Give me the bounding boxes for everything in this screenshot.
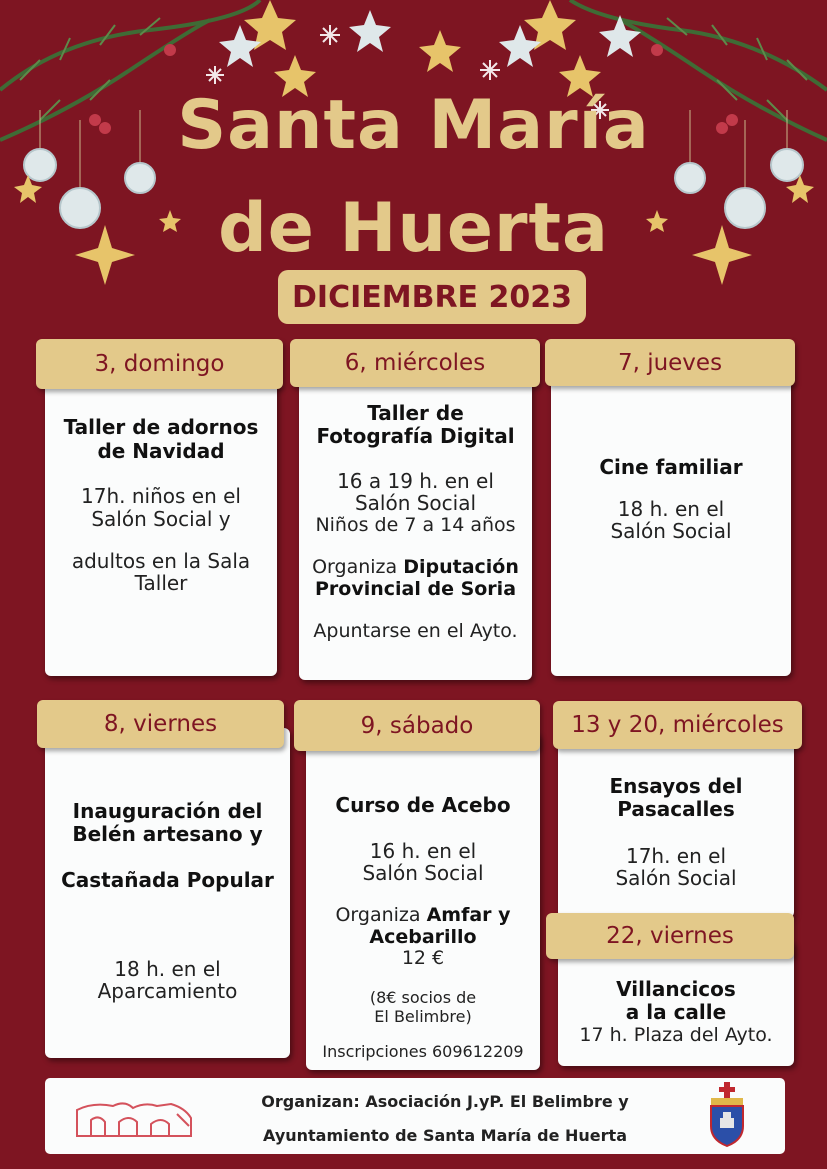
event-detail: 16 h. en el [369,839,477,863]
event-card-8-viernes [45,728,290,1058]
price: 12 € [401,947,445,969]
title-line-2: de Huerta [218,189,609,268]
event-detail: 18 h. en el [617,497,725,521]
month-banner: DICIEMBRE 2023 [278,270,586,324]
event-detail: Salón Social [362,861,484,885]
event-title: Castañada Popular [61,868,274,892]
event-note: Apuntarse en el Ayto. [313,620,518,642]
inscripciones-phone: Inscripciones 609612209 [322,1042,524,1061]
event-title: a la calle [625,1000,727,1024]
event-title: Cine familiar [599,455,743,479]
day-header-22-viernes: 22, viernes [546,913,794,959]
event-detail: Salón Social [615,866,737,890]
organiza-prefix: Organiza [312,556,398,578]
event-title: Taller de [367,401,464,425]
footer-organizers [45,1078,785,1154]
title-line-1: Santa María [177,86,650,165]
event-title: de Navidad [97,439,225,463]
event-detail: Salón Social y [91,507,231,531]
event-title: Pasacalles [617,797,735,821]
event-detail: Niños de 7 a 14 años [315,514,516,536]
event-detail: 17h. en el [625,844,727,868]
coat-of-arms-icon [707,1082,747,1148]
event-detail: Taller [134,571,188,595]
event-card-7-jueves [551,368,791,676]
event-detail: Aparcamiento [97,979,238,1003]
footer-line-1: Organizan: Asociación J.yP. El Belimbre y [261,1092,629,1111]
day-header-7-jueves: 7, jueves [545,339,795,386]
event-title: Inauguración del [72,799,263,823]
price-note: El Belimbre) [374,1007,472,1026]
event-card-6-miercoles [299,368,532,680]
event-detail: Salón Social [610,519,732,543]
day-header-6-miercoles: 6, miércoles [290,339,540,387]
day-header-8-viernes: 8, viernes [37,700,284,748]
organiza-line [299,556,532,579]
event-detail: Salón Social [354,491,477,515]
event-detail: 17h. niños en el [81,484,241,508]
price-note: (8€ socios de [369,988,477,1007]
day-header-13-20-miercoles: 13 y 20, miércoles [553,701,802,749]
event-detail: 16 a 19 h. en el [337,469,494,493]
event-title: Belén artesano y [72,822,263,846]
event-detail: 18 h. en el [114,957,221,981]
event-title: Villancicos [616,977,736,1001]
belimbre-logo-icon [73,1096,213,1140]
event-card-9-sabado [306,732,540,1070]
day-header-3-domingo: 3, domingo [36,339,283,389]
organiza-line [306,904,540,927]
organiza-name: Diputación [403,556,519,578]
organiza-prefix: Organiza [335,904,421,926]
event-title: Taller de adornos [63,415,259,439]
day-header-9-sabado: 9, sábado [294,700,540,751]
event-title: Ensayos del [609,774,743,798]
organiza-name: Acebarillo [369,926,477,948]
event-detail: 17 h. Plaza del Ayto. [579,1024,773,1046]
event-detail: adultos en la Sala [71,549,251,573]
footer-line-2: Ayuntamiento de Santa María de Huerta [263,1126,627,1145]
organiza-name: Amfar y [426,904,511,926]
event-card-3-domingo [45,368,277,676]
event-title: Fotografía Digital [316,424,515,448]
organiza-name: Provincial de Soria [314,578,517,600]
event-card-13-20-miercoles [558,732,794,918]
event-title: Curso de Acebo [335,793,511,817]
